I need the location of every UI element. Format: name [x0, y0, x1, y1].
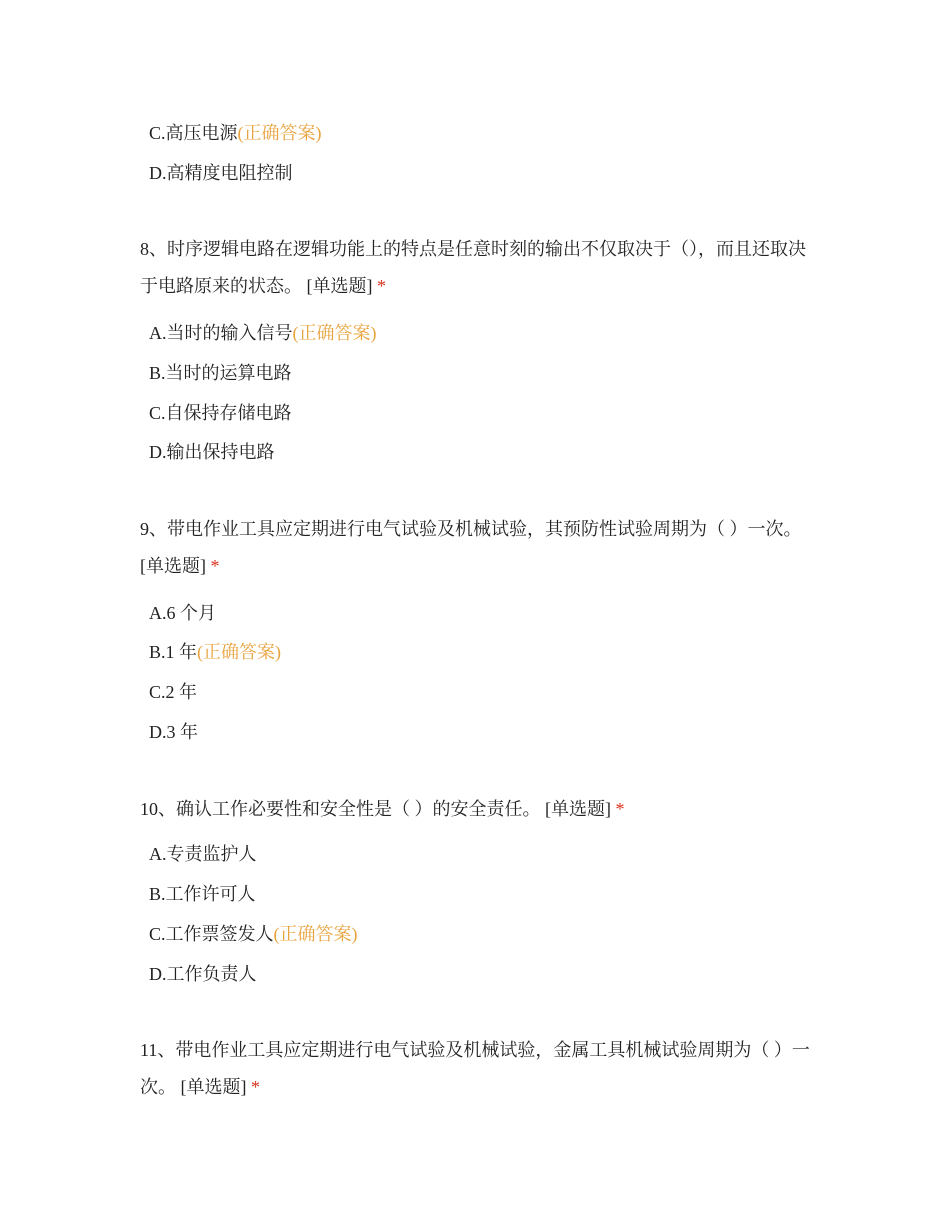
question-9-option-c	[149, 680, 197, 704]
prev-question-option-c	[149, 121, 322, 145]
question-9-option-b	[149, 640, 281, 664]
option-label: A.专责监护人	[149, 844, 257, 864]
correct-answer-marker: (正确答案)	[197, 642, 282, 662]
question-text: 8、时序逻辑电路在逻辑功能上的特点是任意时刻的输出不仅取决于（），而且还取决于电路原来的状态。	[140, 239, 806, 296]
option-label: D.高精度电阻控制	[149, 163, 293, 183]
question-9-option-a	[149, 601, 216, 625]
option-label: C.自保持存储电路	[149, 403, 292, 423]
question-type: [单选题]	[180, 1077, 247, 1097]
option-label: C.工作票签发人	[149, 924, 274, 944]
question-8-option-b	[149, 361, 292, 385]
question-9-option-d	[149, 720, 198, 744]
question-8-option-c	[149, 401, 292, 425]
option-label: D.工作负责人	[149, 964, 257, 984]
question-text: 11、带电作业工具应定期进行电气试验及机械试验，金属工具机械试验周期为（ ）一次。	[140, 1040, 810, 1097]
question-9-title	[140, 511, 812, 585]
required-marker: *	[210, 556, 220, 576]
question-8-option-d	[149, 440, 275, 464]
question-8-title	[140, 231, 812, 305]
prev-question-option-d	[149, 161, 293, 185]
question-10-option-a	[149, 842, 257, 866]
question-type: [单选题]	[545, 799, 611, 819]
correct-answer-marker: (正确答案)	[237, 123, 322, 143]
question-text: 9、带电作业工具应定期进行电气试验及机械试验，其预防性试验周期为（ ）一次。	[140, 519, 802, 539]
question-text: 10、确认工作必要性和安全性是（ ）的安全责任。	[140, 799, 541, 819]
required-marker: *	[615, 799, 625, 819]
option-label: C.2 年	[149, 682, 198, 702]
option-label: A.6 个月	[149, 603, 216, 623]
question-10-title	[140, 791, 812, 828]
option-label: B.当时的运算电路	[149, 363, 292, 383]
question-10-option-d	[149, 962, 257, 986]
option-label: C.高压电源	[149, 123, 238, 143]
correct-answer-marker: (正确答案)	[273, 924, 358, 944]
question-10-option-b	[149, 882, 256, 906]
required-marker: *	[251, 1077, 260, 1097]
question-8-option-a	[149, 321, 377, 345]
question-type: [单选题]	[306, 276, 373, 296]
question-type: [单选题]	[140, 556, 206, 576]
option-label: B.1 年	[149, 642, 198, 662]
question-11-title	[140, 1032, 812, 1106]
required-marker: *	[377, 276, 386, 296]
option-label: D.3 年	[149, 722, 198, 742]
correct-answer-marker: (正确答案)	[292, 323, 377, 343]
question-10-option-c	[149, 922, 358, 946]
option-label: D.输出保持电路	[149, 442, 275, 462]
option-label: B.工作许可人	[149, 884, 256, 904]
option-label: A.当时的输入信号	[149, 323, 293, 343]
